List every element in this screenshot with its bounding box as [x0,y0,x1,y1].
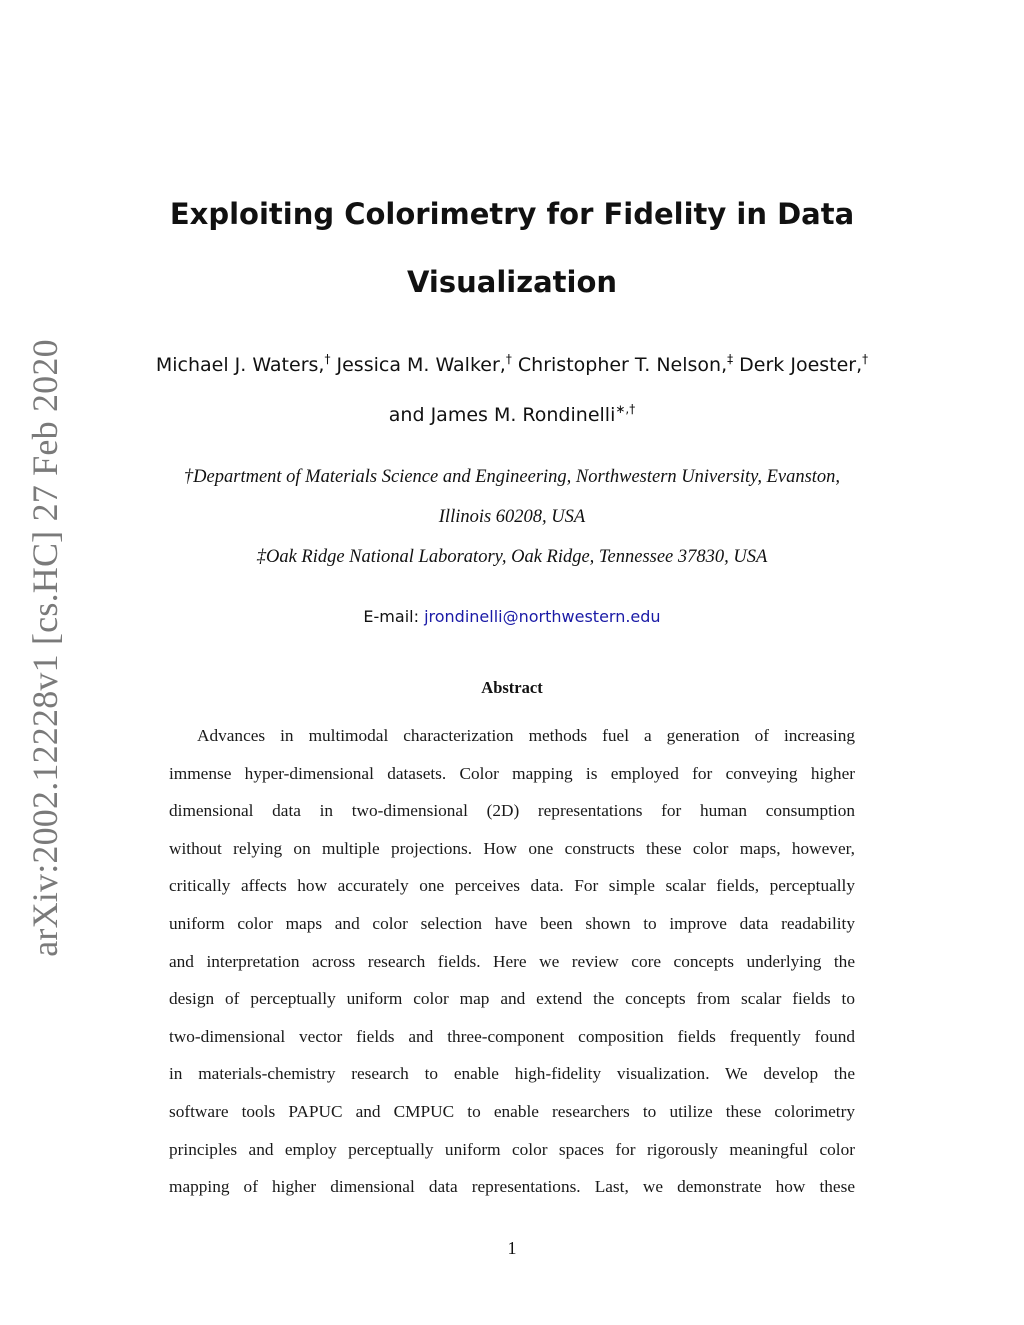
author-name: and James M. Rondinelli [388,404,616,426]
contact-email [0,607,1024,626]
abstract-line: two-dimensional vector fields and three-component composition fields frequently found [169,1026,855,1046]
author-name: Christopher T. Nelson, [517,354,728,376]
affiliation-mark: † [505,352,512,366]
abstract-line: immense hyper-dimensional datasets. Color mapping is employed for conveying higher [169,763,855,783]
paper-title-line-1: Exploiting Colorimetry for Fidelity in Data [169,197,855,231]
affiliation-mark: † [324,352,331,366]
arxiv-identifier-stamp: arXiv:2002.12228v1 [cs.HC] 27 Feb 2020 [25,339,65,957]
abstract-heading: Abstract [481,678,543,697]
page-number: 1 [507,1238,517,1258]
author-list-line-2 [0,404,1024,426]
affiliation-line-2: Illinois 60208, USA [438,507,586,527]
paper-title-line-2: Visualization [406,265,618,299]
email-link[interactable]: jrondinelli@northwestern.edu [424,607,661,626]
abstract-line: design of perceptually uniform color map and extend the concepts from scalar fields to [169,989,855,1009]
author-list-line-1 [0,354,1024,376]
author-name: Michael J. Waters, [155,354,325,376]
abstract-line: critically affects how accurately one perceives data. For simple scalar fields, perceptually [169,876,855,896]
abstract-line: software tools PAPUC and CMPUC to enable researchers to utilize these colorimetry [169,1102,855,1121]
abstract-line: in materials-chemistry research to enable high-fidelity visualization. We develop the [169,1064,855,1084]
author-name: Jessica M. Walker, [336,354,506,376]
affiliation-mark: ∗,† [615,402,636,416]
abstract-line: Advances in multimodal characterization methods fuel a generation of increasing [197,726,855,745]
abstract-line: mapping of higher dimensional data representations. Last, we demonstrate how these [169,1177,855,1197]
affiliation-mark: † [862,352,869,366]
abstract-line: without relying on multiple projections. How one constructs these color maps, however, [169,838,855,858]
abstract-line: principles and employ perceptually uniform color spaces for rigorously meaningful color [169,1139,855,1159]
abstract-line: uniform color maps and color selection have been shown to improve data readability [169,914,855,933]
affiliation-mark: ‡ [727,352,734,366]
email-label: E-mail: [363,607,419,626]
abstract-line: and interpretation across research fields. Here we review core concepts underlying the [169,951,855,971]
author-name: Derk Joester, [739,354,863,376]
abstract-line: dimensional data in two-dimensional (2D) representations for human consumption [169,801,855,821]
affiliation-line-1: †Department of Materials Science and Engineering, Northwestern University, Evanston, [183,467,841,487]
affiliation-line-3: ‡Oak Ridge National Laboratory, Oak Ridge, Tennessee 37830, USA [256,547,768,567]
